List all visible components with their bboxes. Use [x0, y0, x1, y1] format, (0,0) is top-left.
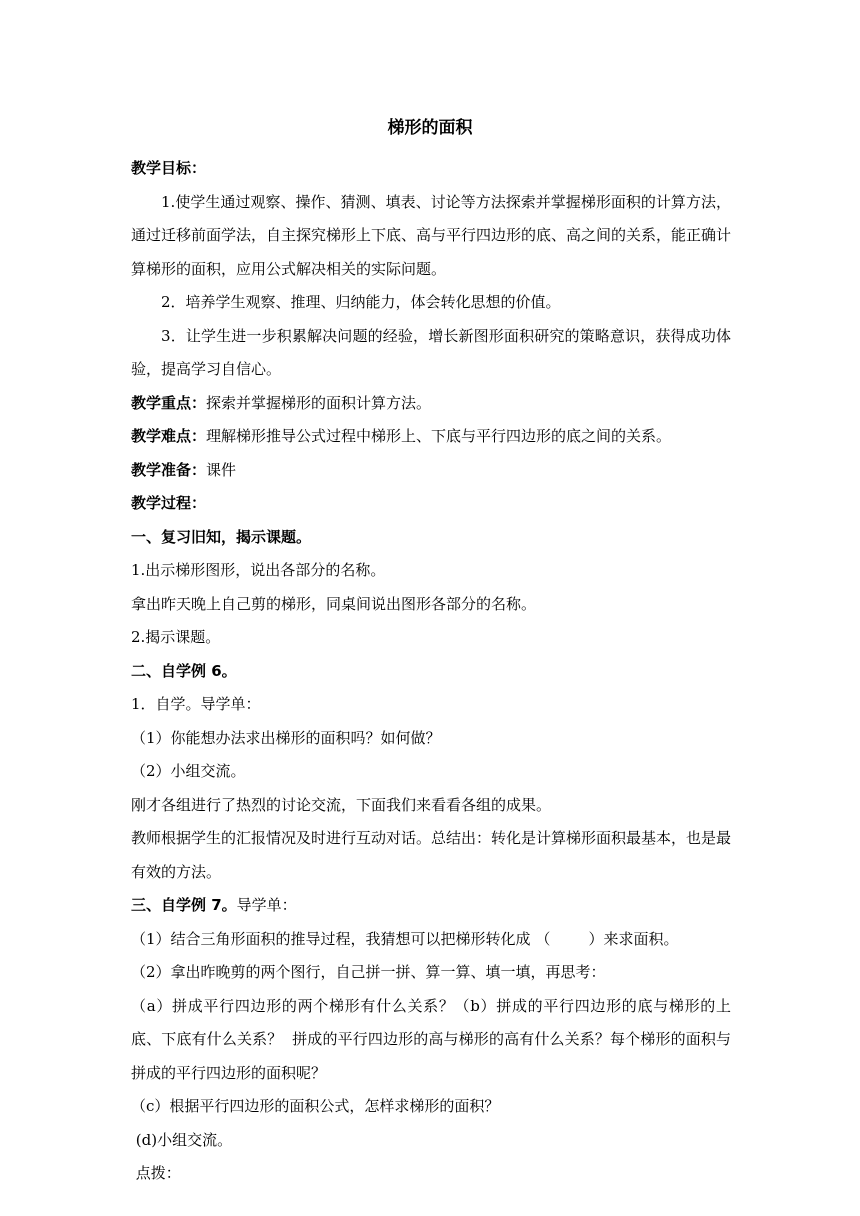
section-heading-example-7: 三、自学例 7。: [131, 896, 237, 914]
objective-paragraph-2: 2．培养学生观察、推理、归纳能力，体会转化思想的价值。: [161, 293, 561, 311]
difficulties-text: 理解梯形推导公式过程中梯形上、下底与平行四边形的底之间的关系。: [206, 427, 672, 445]
preparation-line: [131, 454, 731, 488]
example-7-tip: 点拨：: [131, 1164, 181, 1182]
example-6-paragraph-1: 刚才各组进行了热烈的讨论交流，下面我们来看看各组的成果。: [131, 795, 552, 814]
objective-paragraph-1: 1.使学生通过观察、操作、猜测、填表、讨论等方法探索并掌握梯形面积的计算方法，通过迁移前面学法，自主探究梯形上下底、高与平行四边形的底、高之间的关系，能正确计算梯形的面积，应用公式解决相关的实际问题。: [131, 192, 732, 278]
section-heading-review: 一、复习旧知，揭示课题。: [131, 527, 312, 546]
example-7-question-ab: （a）拼成平行四边形的两个梯形有什么关系？（b）拼成的平行四边形的底与梯形的上底、下底有什么关系？ 拼成的平行四边形的高与梯形的高有什么关系？每个梯形的面积与拼成的平行四边形的面积呢？: [131, 996, 731, 1082]
section-heading-example-6: 二、自学例 6。: [131, 661, 237, 680]
example-7-question-c: （c）根据平行四边形的面积公式，怎样求梯形的面积？: [131, 1097, 500, 1115]
example-7-line: [131, 889, 731, 923]
section-heading-process: 教学过程：: [131, 494, 207, 512]
key-points-label: 教学重点：: [131, 393, 207, 412]
review-item-1: 1.出示梯形图形，说出各部分的名称。: [131, 561, 386, 579]
difficulties-line: [131, 420, 731, 454]
key-points-line: [131, 387, 731, 421]
review-item-2: 2.揭示课题。: [131, 628, 221, 646]
example-7-guide-label: 导学单：: [236, 896, 297, 914]
document-body: [131, 152, 731, 1191]
example-6-paragraph-2: 教师根据学生的汇报情况及时进行互动对话。总结出：转化是计算梯形面积最基本，也是最有效的方法。: [131, 829, 732, 881]
preparation-text: 课件: [206, 460, 237, 479]
example-7-question-2: （2）拿出昨晚剪的两个图行，自己拼一拼、算一算、填一填，再思考：: [131, 963, 606, 981]
review-item-1-detail: 拿出昨天晚上自己剪的梯形，同桌间说出图形各部分的名称。: [131, 594, 537, 613]
section-heading-objectives: 教学目标：: [131, 159, 207, 177]
example-7-question-1: （1）结合三角形面积的推导过程，我猜想可以把梯形转化成 （ ）来求面积。: [131, 929, 679, 948]
preparation-label: 教学准备：: [131, 460, 207, 479]
example-6-step-1: 1．自学。导学单：: [131, 695, 261, 713]
difficulties-label: 教学难点：: [131, 427, 207, 445]
example-6-question-1: （1）你能想办法求出梯形的面积吗？如何做？: [131, 728, 441, 747]
document-title: 梯形的面积: [387, 118, 473, 138]
key-points-text: 探索并掌握梯形的面积计算方法。: [206, 393, 432, 412]
objective-paragraph-3: 3．让学生进一步积累解决问题的经验，增长新图形面积研究的策略意识，获得成功体验，提高学习自信心。: [131, 326, 731, 378]
example-7-question-d: (d)小组交流。: [131, 1130, 233, 1149]
example-6-question-2: （2）小组交流。: [131, 762, 246, 780]
